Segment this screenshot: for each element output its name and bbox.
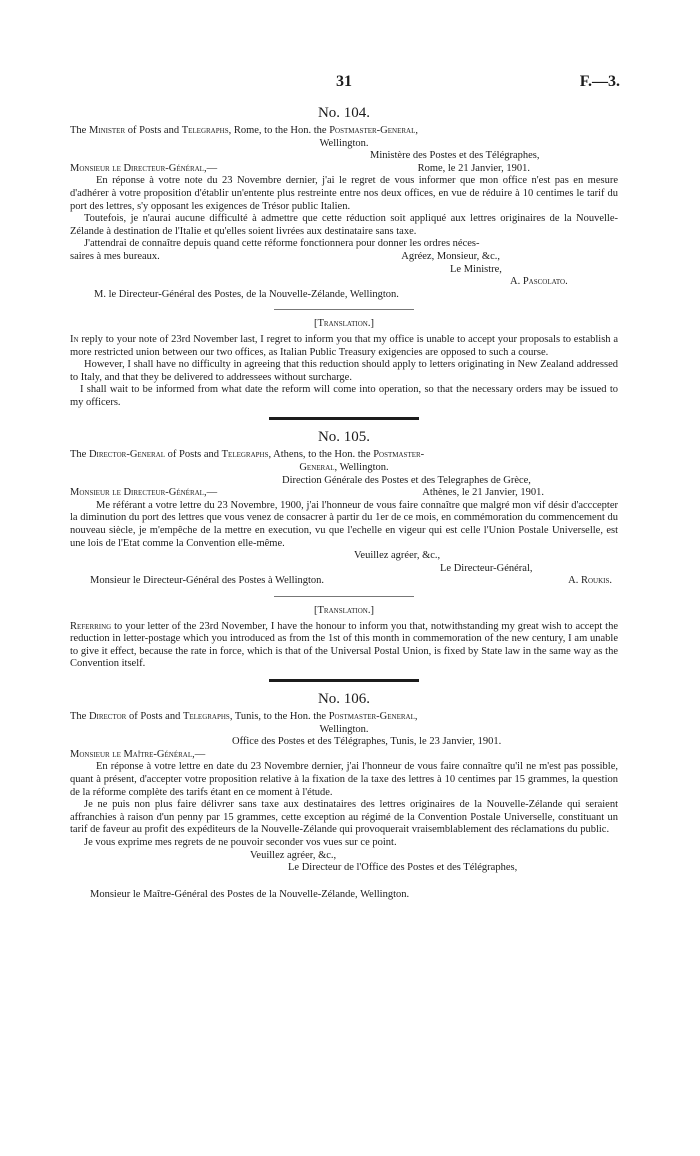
signature-title: Le Directeur-Général, (440, 562, 533, 574)
paragraph: Je ne puis non plus faire délivrer sans taxe aux destinataires des lettres originaires de la Nouvelle-Zélande qui seraient affranchies à raison d'un penny par 15 grammes, cette exception au régimé de la Convention Postale Universelle, constituant un tarif de faveur au profit des expéditeurs de la Nouvelle-Zélande qui provoquerait vraisemblablement des réclamations du public. (70, 799, 618, 836)
page-content (70, 73, 620, 901)
paragraph: Me référant a votre lettre du 23 Novembre, 1900, j'ai l'honneur de vous faire connaître que malgré mon vif désir d'acccepter la diminution du port des lettres que vous venez de consacrer à partir du 1er de ce mois, en commémoration du commencement du nouveau siècle, je m'empêche de la mettre en execution, vu que l'echelle en vigeur qui est celle l'Union Postale Universelle, est une lois de l'Etat comme la Convention elle-même. (70, 499, 618, 549)
closing-row (70, 251, 618, 264)
letter-separator (269, 417, 419, 420)
address-row (70, 575, 618, 588)
paragraph: En réponse à votre lettre en date du 23 Novembre dernier, j'ai l'honneur de vous faire connaître qu'il ne m'est pas possible, quant à présent, d'accepter votre proposition relative à la fixation de la taxe des lettres à 10 centimes par 15 grammes, la question de la réforme complète des tarifs étant en ce moment à l'étude. (70, 761, 618, 798)
sender-office: Office des Postes et des Télégraphes, Tunis, le 23 Janvier, 1901. (232, 736, 502, 748)
salutation-row (70, 487, 618, 500)
salutation: Monsieur le Directeur-Général,— (70, 487, 218, 499)
letter-title-line2: General, Wellington. (299, 462, 389, 474)
letter-title: The Director-General of Posts and Telegraphs, Athens, to the Hon. the Postmaster- (70, 449, 425, 461)
signature-name: A. Pascolato. (510, 276, 568, 288)
paragraph: Toutefois, je n'aurai aucune difficulté à admettre que cette réduction soit appliqué aux lettres originaires de la Nouvelle-Zélande à destination de l'Italie et qu'elles soient livrées aux destinataire sans taxe. (70, 213, 618, 237)
signature-title: Le Directeur de l'Office des Postes et des Télégraphes, (288, 862, 518, 874)
signature-name: A. Roukis. (568, 575, 612, 587)
closing: Agréez, Monsieur, &c., (401, 250, 500, 262)
paragraph: J'attendrai de connaître depuis quand cette réforme fonctionnera pour donner les ordres néces- (84, 238, 480, 250)
translation-paragraph: I shall wait to be informed from what date the reform will come into operation, so that the necessary orders may be issued to my officers. (70, 384, 618, 408)
signature-title: Le Ministre, (450, 263, 502, 275)
letter-number: No. 104. (317, 105, 371, 121)
letter-105 (70, 428, 618, 671)
letter-number: No. 106. (317, 690, 371, 707)
translation-paragraph: However, I shall have no difficulty in agreeing that this reduction should apply to letters originating in New Zealand addressed to Italy, and that they be delivered to addressees without surcharge. (70, 359, 618, 383)
salutation: Monsieur le Directeur-Général,— (70, 162, 218, 174)
letter-104 (70, 104, 618, 409)
recipient-address: Monsieur le Maître-Général des Postes de la Nouvelle-Zélande, Wellington. (90, 888, 410, 900)
paragraph: En réponse à votre note du 23 Novembre dernier, j'ai le regret de vous informer que mon office n'est pas en mesure d'adhérer à votre proposition d'établir un'entente plus restreinte entre nos deux offices, en vue de réduire à 10 centimes le tarif du port des lettres, s'y opposant les exigences de Trésor public Italien. (70, 175, 618, 212)
letter-106 (70, 690, 618, 901)
letter-number: No. 105. (317, 429, 371, 446)
sender-office: Ministère des Postes et des Télégraphes, (370, 150, 540, 162)
page-number: 31 (336, 73, 352, 90)
letter-title-line2: Wellington. (319, 137, 369, 149)
salutation: Monsieur le Maître-Général,— (70, 748, 206, 760)
document-reference: F.—3. (579, 73, 620, 90)
letter-date: Athènes, le 21 Janvier, 1901. (422, 487, 544, 499)
recipient-address: Monsieur le Directeur-Général des Postes à Wellington. (90, 575, 325, 587)
translation-heading: [Translation.] (314, 318, 374, 330)
translation-heading: [Translation.] (314, 605, 374, 616)
letter-separator (269, 679, 419, 682)
paragraph-end: saires à mes bureaux. (70, 250, 160, 262)
salutation-row (70, 163, 618, 176)
section-divider (274, 309, 414, 310)
letter-title: The Director of Posts and Telegraphs, Tunis, to the Hon. the Postmaster-General, (70, 710, 418, 722)
paragraph: Je vous exprime mes regrets de ne pouvoir seconder vos vues sur ce point. (84, 836, 397, 848)
recipient-address: M. le Directeur-Général des Postes, de la Nouvelle-Zélande, Wellington. (94, 288, 399, 300)
letter-title: The Minister of Posts and Telegraphs, Rome, to the Hon. the Postmaster-General, (70, 125, 418, 136)
page-header (70, 73, 620, 98)
translation-paragraph: Referring to your letter of the 23rd November, I have the honour to inform you that, notwithstanding my great wish to accept the reduction in letter-postage which you introduced as from the 1st of this month in commemoration of the new century, I am unable to give it effect, because the rate in force, which is that of the Universal Postal Union, is fixed by State law in the same way as the Convention itself. (70, 620, 618, 670)
section-divider (274, 596, 414, 597)
letter-date: Rome, le 21 Janvier, 1901. (417, 162, 530, 174)
translation-paragraph: In reply to your note of 23rd November last, I regret to inform you that my office is unable to accept your proposals to establish a more restricted union between our two offices, as Italian Public Treasury exigencies are opposed to such a course. (70, 333, 618, 358)
closing: Veuillez agréer, &c., (354, 550, 441, 562)
closing: Veuillez agréer, &c., (250, 849, 337, 861)
sender-office: Direction Générale des Postes et des Telegraphes de Grèce, (282, 474, 531, 486)
letter-title-line2: Wellington. (319, 723, 369, 735)
